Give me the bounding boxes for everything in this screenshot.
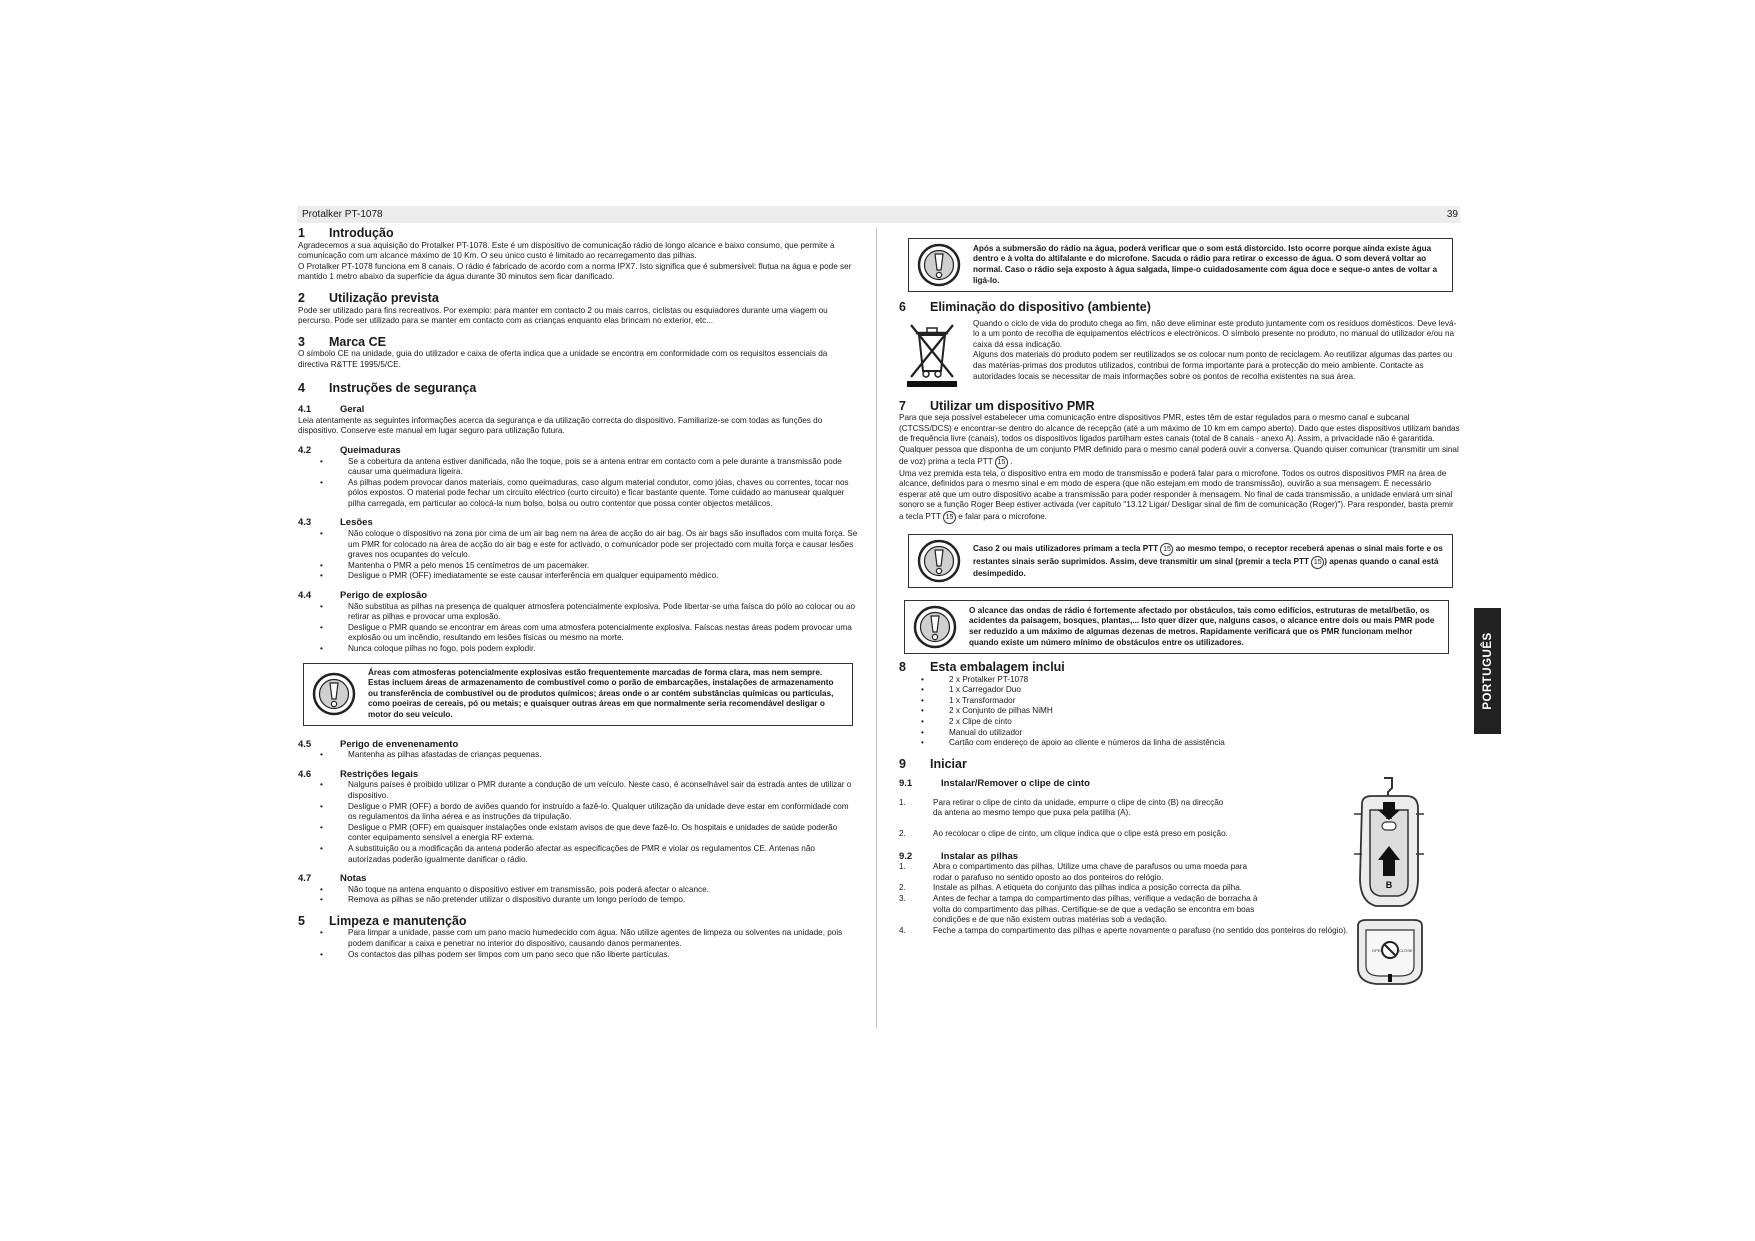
list-item: • A substituição ou a modificação da antena poderão afectar as especificações de PMR e violar os regulamentos CE. Antenas não autorizadas poderão igualmente danificar o rádio.	[348, 844, 858, 865]
language-tab	[1474, 608, 1501, 734]
list-item: • Desligue o PMR (OFF) em quaisquer instalações onde existam avisos de que deve fazê-lo. Os hospitais e unidades de saúde poderão conter equipamento sensível a energia RF externa.	[348, 823, 858, 844]
list-item: • Não coloque o dispositivo na zona por cima de um air bag nem na área de acção do air bag. Os air bags são insuflados com muita força. Se um PMR for colocado na área de acção do air bag e este for activado, o comunicador pode ser projectado com muita força e causar lesões graves nos ocupantes do veículo.	[348, 529, 858, 561]
list-item: • As pilhas podem provocar danos materiais, como queimaduras, caso algum material condutor, como jóias, chaves ou correntes, tocar nos pólos expostos. O material pode fechar um circuito eléctrico (curto circuito) e ficar bastante quente. Tome cuidado ao manusear qualquer pilha carregada, em particular ao colocá-la num bolso, bolsa ou outro contentor que possa conter objectos metálicos.	[348, 478, 858, 510]
section-3-paragraph: O símbolo CE na unidade, guia do utilizador e caixa de oferta indica que a unidade se encontra em conformidade com os requisitos essenciais da directiva R&TTE 1995/5/CE.	[298, 349, 828, 369]
section-6-paragraph: Quando o ciclo de vida do produto chega ao fim, não deve eliminar este produto juntamente com os resíduos domésticos. Deve levá-lo a um ponto de recolha de equipamentos eléctricos e electrónicos. O símbolo presente no produto, no manual do utilizador e/ou na caixa dá essa indicação.	[973, 318, 1457, 349]
label-close: CLOSE	[1399, 948, 1413, 953]
subsection-4-5-heading: 4.5 Perigo de envenenamento	[298, 738, 459, 750]
section-8-heading: 8 Esta embalagem inclui	[899, 659, 1065, 674]
list-item: • 2 x Conjunto de pilhas NiMH	[949, 706, 1239, 717]
section-2-heading: 2 Utilização prevista	[298, 290, 439, 305]
subsection-4-2-list	[298, 457, 858, 510]
weee-bin-icon	[907, 321, 957, 387]
list-item: 1. Abra o compartimento das pilhas. Utilize uma chave de parafusos ou uma moeda para rodar o parafuso no sentido oposto ao dos ponteiros do relógio.	[899, 862, 1248, 882]
section-5-heading: 5 Limpeza e manutenção	[298, 913, 467, 928]
list-item: • 2 x Protalker PT-1078	[949, 675, 1239, 686]
list-item: • 1 x Transformador	[949, 696, 1239, 707]
key-15-circle: 15	[1160, 543, 1173, 556]
list-item: • Nunca coloque pilhas no fogo, pois podem explodir.	[348, 644, 858, 655]
section-6-heading: 6 Eliminação do dispositivo (ambiente)	[899, 300, 1151, 314]
subsection-4-4-list	[298, 602, 858, 655]
warning-box-ptt	[908, 534, 1453, 588]
list-item: • Mantenha as pilhas afastadas de crianças pequenas.	[348, 750, 858, 761]
list-item: • Para limpar a unidade, passe com um pano macio humedecido com água. Não utilize agentes de limpeza ou solventes na unidade, pois podem danificar a caixa e penetrar no interior do dispositivo, causando danos permanentes.	[348, 928, 858, 949]
document-title: Protalker PT-1078	[302, 209, 383, 220]
subsection-4-1-heading: 4.1 Geral	[298, 404, 365, 416]
section-2-paragraph: Pode ser utilizado para fins recreativos. Por exemplo: para manter em contacto 2 ou mais carros, ciclistas ou esquiadores durante uma viagem ou percurso. Pode ser utilizado para se manter em contacto com as crianças enquanto elas brincam no exterior, etc...	[298, 305, 828, 326]
list-item: 4. Feche a tampa do compartimento das pilhas e aperte novamente o parafuso (no sentido dos ponteiros do relógio).	[899, 925, 1349, 935]
subsection-4-5-list	[298, 750, 858, 761]
list-item: • Se a cobertura da antena estiver danificada, não lhe toque, pois se a antena entrar em contacto com a pele durante a transmissão pode causar uma queimadura ligeira.	[348, 457, 858, 478]
subsection-9-1-heading: 9.1 Instalar/Remover o clipe de cinto	[899, 778, 1090, 790]
warning-text: Áreas com atmosferas potencialmente explosivas estão frequentemente marcadas de forma clara, mas nem sempre. Estas incluem áreas de armazenamento de combustível como o porão de embarcações, instalações de armazenamento ou transferência de combustível ou de produtos químicos; áreas onde o ar contém substâncias químicas ou partículas, como poeiras de cereais, pó ou metais; e quaisquer outras áreas em que normalmente seria recomendável desligar o motor do seu veículo.	[368, 667, 834, 719]
section-1-heading: 1 Introdução	[298, 226, 394, 240]
section-3-heading: 3 Marca CE	[298, 334, 386, 349]
left-column	[298, 228, 858, 960]
section-6-paragraph: Alguns dos materiais do produto podem ser reutilizados se os colocar num ponto de reciclagem. Ao reutilizar algumas das partes ou das matérias-primas dos produtos utilizados, contribui de forma importante para a protecção do meio ambiente. Contacte as autoridades locais se necessitar de mais informações sobre os pontos de recolha existentes na sua área.	[973, 350, 1453, 381]
warning-icon	[913, 605, 957, 649]
warning-text: O alcance das ondas de rádio é fortemente afectado por obstáculos, tais como edifícios, estruturas de metal/betão, os acidentes da paisagem, bosques, plantas,... Isto quer dizer que, nalguns casos, o alcance entre dois ou mais PMR pode ser reduzido a um máximo de algumas dezenas de metros. Rapidamente verificará que os PMR funcionam melhor quando existe um número mínimo de obstáculos entre os utilizadores.	[969, 605, 1435, 647]
package-contents-list	[899, 675, 1239, 749]
list-item: 2. Ao recolocar o clipe de cinto, um clique indica que o clipe está preso em posição.	[899, 829, 1228, 839]
section-5-list	[298, 928, 858, 960]
list-item: • Desligue o PMR (OFF) a bordo de aviões quando for instruído a fazê-lo. Qualquer utilização da unidade deve estar em conformidade com os regulamentos da linha aérea e as instruções da tripulação.	[348, 802, 858, 823]
label-open: OPEN	[1372, 948, 1384, 953]
subsection-4-1-paragraph: Leia atentamente as seguintes informações acerca da segurança e da utilização correcta do dispositivo. Familiarize-se com todas as funções do dispositivo. Conserve este manual em lugar seguro para utilização futura.	[298, 415, 823, 436]
section-7-paragraph: Para que seja possível estabelecer uma comunicação entre dispositivos PMR, estes têm de estar regulados para o mesmo canal e subcanal (CTCSS/DCS) e encontrar-se dentro do alcance de recepção (até a um máximo de 10 km em campo aberto). Dado que estes dispositivos utilizam bandas de frequência livre (canais), todos os dispositivos ligados partilham estes canais (total de 8 canais - anexo A). Assim, a privacidade não é garantida. Qualquer pessoa que disponha de um conjunto PMR definido para o mesmo canal poderá ouvir a conversa. Quando quiser comunicar (transmitir um sinal de voz) prima a tecla PTT 15 .	[899, 413, 1460, 468]
key-15-circle: 15	[1311, 556, 1324, 569]
warning-text: Caso 2 ou mais utilizadores primam a tecla PTT 15 ao mesmo tempo, o receptor receberá apenas o sinal mais forte e os restantes sinais serão suprimidos. Assim, deve transmitir um sinal (premir a tecla PTT 15 ) apenas quando o canal está desimpedido.	[973, 543, 1443, 578]
warning-box-water	[908, 238, 1453, 292]
subsection-4-6-list	[298, 780, 858, 865]
list-item: • Manual do utilizador	[949, 728, 1239, 739]
list-item: 3. Antes de fechar a tampa do compartimento das pilhas, verifique a vedação de borracha à volta do compartimento das pilhas. Certifique-se de que a vedação se encontra em boas condições e de que não existem outras matérias sob a vedação.	[899, 894, 1258, 925]
warning-icon	[312, 672, 356, 716]
battery-compartment-illustration	[1352, 918, 1428, 986]
disposal-block	[899, 319, 1460, 387]
list-item: • Os contactos das pilhas podem ser limpos com um pano seco que não liberte partículas.	[348, 950, 858, 961]
key-15-circle: 15	[995, 456, 1008, 469]
list-item: • Desligue o PMR quando se encontrar em áreas com uma atmosfera potencialmente explosiva. Faíscas nestas áreas podem provocar uma explosão ou um incêndio, resultando em lesões físicas ou mesmo na morte.	[348, 623, 858, 644]
list-item: • Não toque na antena enquanto o dispositivo estiver em transmissão, pois poderá afectar o alcance.	[348, 885, 858, 896]
section-7-paragraph: Uma vez premida esta tela, o dispositivo entra em modo de transmissão e poderá falar para o microfone. Todos os outros dispositivos PMR na área de alcance, definidos para o mesmo sinal e em modo de espera (que não estejam em modo de transmissão), ouvirão a sua mensagem. É necessário esperar até que um outro dispositivo acabe a transmissão para poder responder à mensagem. No final de cada transmissão, a unidade enviará um sinal sonoro se a função Roger Beep estiver activada (ver capítulo "13.12 Ligar/ Desligar sinal de fim de comunicação (Roger)"). Para responder, basta premir a tecla PTT 15 e falar para o microfone.	[899, 469, 1460, 524]
warning-text: Após a submersão do rádio na água, poderá verificar que o som está distorcido. Isto ocorre porque ainda existe água dentro e à volta do altifalante e do microfone. Sacuda o rádio para retirar o excesso de água. O som deverá voltar ao normal. Caso o rádio seja exposto à água salgada, limpe-o cuidadosamente com água doce e seque-o antes de voltar a ligá-lo.	[973, 243, 1438, 285]
warning-icon	[917, 539, 961, 583]
subsection-4-3-heading: 4.3 Lesões	[298, 517, 373, 529]
header-bar	[297, 206, 1460, 223]
list-item: • Remova as pilhas se não pretender utilizar o dispositivo durante um longo período de tempo.	[348, 895, 858, 906]
column-divider	[876, 228, 877, 1028]
section-4-heading: 4 Instruções de segurança	[298, 380, 477, 395]
warning-box-explosive	[303, 663, 853, 726]
section-7-heading: 7 Utilizar um dispositivo PMR	[899, 398, 1095, 413]
list-item: 1. Para retirar o clipe de cinto da unidade, empurre o clipe de cinto (B) na direcção da antena ao mesmo tempo que puxa pela patilha (A).	[899, 797, 1224, 818]
list-item: • Cartão com endereço de apoio ao cliente e números da linha de assistência	[949, 738, 1239, 749]
list-item: • Não substitua as pilhas na presença de qualquer atmosfera potencialmente explosiva. Pode libertar-se uma faísca do pólo ao colocar ou ao retirar as pilhas e provocar uma explosão.	[348, 602, 858, 623]
section-1-paragraph: Agradecemos a sua aquisição do Protalker PT-1078. Este é um dispositivo de comunicação rádio de longo alcance e baixo consumo, que permite a comunicação com um alcance máximo de 10 Km. O seu único custo é limitado ao recarregamento das pilhas.	[298, 240, 835, 261]
label-a: A	[1385, 811, 1393, 821]
subsection-9-2-heading: 9.2 Instalar as pilhas	[899, 850, 1019, 862]
section-1-paragraph: O Protalker PT-1078 funciona em 8 canais. O rádio é fabricado de acordo com a norma IPX7. Isto significa que é submersível: flutua na água e pode ser mantido 1 metro abaixo da superfície da água durante 30 minutos sem ficar danificado.	[298, 261, 852, 282]
subsection-4-7-heading: 4.7 Notas	[298, 873, 367, 885]
subsection-4-6-heading: 4.6 Restrições legais	[298, 768, 419, 780]
list-item: • Nalguns países é proibido utilizar o PMR durante a condução de um veículo. Neste caso, é aconselhável sair da estrada antes de utilizar o dispositivo.	[348, 780, 858, 801]
section-9-heading: 9 Iniciar	[899, 756, 967, 771]
subsection-4-7-list	[298, 885, 858, 906]
list-item: • Mantenha o PMR a pelo menos 15 centímetros de um pacemaker.	[348, 561, 858, 572]
subsection-4-4-heading: 4.4 Perigo de explosão	[298, 590, 428, 602]
language-tab-label: PORTUGUÊS	[1481, 632, 1494, 710]
list-item: • Desligue o PMR (OFF) imediatamente se este causar interferência em qualquer equipamento médico.	[348, 571, 858, 582]
list-item: • 1 x Carregador Duo	[949, 685, 1239, 696]
label-b: B	[1385, 880, 1393, 890]
page-number: 39	[1446, 209, 1458, 220]
warning-icon	[917, 243, 961, 287]
belt-clip-steps	[899, 798, 1229, 840]
list-item: • 2 x Clipe de cinto	[949, 717, 1239, 728]
warning-box-range	[904, 600, 1449, 654]
belt-clip-illustration	[1348, 774, 1430, 910]
subsection-4-2-heading: 4.2 Queimaduras	[298, 444, 401, 456]
subsection-4-3-list	[298, 529, 858, 582]
list-item: 2. Instale as pilhas. A etiqueta do conjunto das pilhas indica a posição correcta da pilha.	[899, 883, 1243, 893]
key-15-circle: 15	[943, 511, 956, 524]
